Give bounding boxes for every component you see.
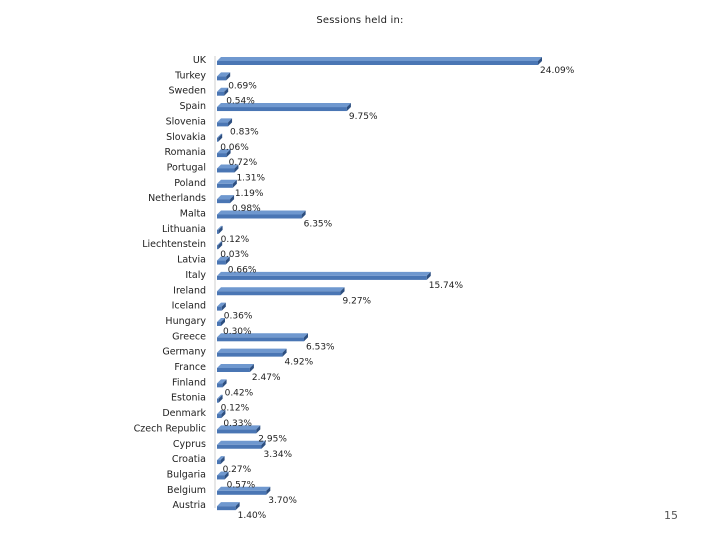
bar-uk	[217, 57, 542, 65]
value-label-uk: 24.09%	[540, 66, 575, 76]
value-label-portugal: 1.31%	[236, 173, 266, 184]
value-label-slovakia: 0.06%	[220, 142, 249, 153]
bar-front-face	[217, 92, 224, 96]
category-label-france: France	[174, 362, 206, 373]
category-label-spain: Spain	[179, 101, 206, 113]
category-label-estonia: Estonia	[171, 392, 206, 404]
bar-top-face	[217, 364, 254, 368]
bar-front-face	[217, 245, 218, 249]
bar-front-face	[217, 61, 538, 65]
bar-front-face	[217, 460, 221, 464]
category-label-portugal: Portugal	[166, 162, 206, 174]
bar-slovenia	[217, 118, 232, 126]
category-label-bulgaria: Bulgaria	[166, 469, 206, 481]
bar-iceland	[217, 303, 226, 311]
value-label-lithuania: 0.12%	[220, 234, 250, 245]
bar-front-face	[217, 122, 228, 126]
value-label-croatia: 0.27%	[222, 465, 252, 476]
category-label-croatia: Croatia	[171, 454, 206, 466]
value-label-latvia: 0.66%	[227, 265, 257, 276]
category-label-poland: Poland	[174, 177, 206, 189]
bar-estonia	[217, 395, 223, 403]
bar-front-face	[217, 506, 236, 510]
bar-front-face	[217, 76, 226, 80]
bar-front-face	[217, 491, 266, 495]
bar-front-face	[217, 230, 219, 234]
category-label-sweden: Sweden	[168, 85, 206, 97]
category-label-czech-republic: Czech Republic	[133, 423, 206, 435]
value-label-bulgaria: 0.57%	[226, 480, 256, 491]
bar-front-face	[217, 399, 219, 403]
value-label-iceland: 0.36%	[223, 311, 253, 322]
category-labels	[134, 55, 207, 511]
bar-finland	[217, 379, 227, 387]
bar-germany	[217, 349, 287, 357]
category-label-greece: Greece	[172, 331, 206, 343]
bar-front-face	[217, 291, 341, 295]
category-label-slovenia: Slovenia	[165, 116, 206, 128]
bar-front-face	[217, 383, 223, 387]
category-label-malta: Malta	[179, 208, 206, 220]
bar-front-face	[217, 475, 225, 479]
value-label-poland: 1.19%	[234, 188, 264, 199]
category-label-finland: Finland	[172, 377, 206, 389]
value-label-france: 2.47%	[251, 373, 281, 383]
category-label-cyprus: Cyprus	[172, 438, 206, 450]
value-label-ireland: 9.27%	[342, 296, 372, 307]
page-number: 15	[664, 509, 678, 522]
bar-croatia	[217, 456, 225, 464]
value-label-sweden: 0.54%	[226, 96, 255, 107]
bar-front-face	[217, 368, 250, 372]
category-label-germany: Germany	[162, 346, 206, 358]
bar-netherlands	[217, 195, 234, 203]
category-label-italy: Italy	[185, 269, 206, 281]
value-label-estonia: 0.12%	[220, 403, 250, 414]
bar-front-face	[217, 107, 347, 111]
category-label-uk: UK	[192, 55, 206, 66]
value-label-austria: 1.40%	[237, 511, 267, 522]
value-label-greece: 6.53%	[306, 342, 335, 353]
bar-ireland	[217, 287, 345, 295]
category-label-slovakia: Slovakia	[166, 131, 206, 143]
bar-front-face	[217, 445, 262, 449]
bar-top-face	[217, 349, 287, 353]
category-label-turkey: Turkey	[175, 70, 206, 82]
bar-france	[217, 364, 254, 372]
category-label-latvia: Latvia	[177, 254, 206, 266]
category-label-denmark: Denmark	[162, 408, 206, 420]
bar-front-face	[217, 429, 256, 433]
value-label-czech-republic: 2.95%	[258, 434, 287, 445]
value-label-finland: 0.42%	[224, 388, 254, 399]
value-label-italy: 15.74%	[428, 280, 464, 291]
category-label-hungary: Hungary	[165, 315, 206, 327]
category-label-romania: Romania	[164, 147, 206, 159]
value-label-denmark: 0.33%	[223, 419, 252, 430]
value-label-hungary: 0.30%	[222, 326, 252, 337]
bar-lithuania	[217, 226, 223, 234]
category-label-liechtenstein: Liechtenstein	[142, 239, 206, 251]
bar-front-face	[217, 353, 283, 357]
bar-austria	[217, 502, 240, 510]
bar-slovakia	[217, 134, 222, 142]
bar-front-face	[217, 322, 221, 326]
category-label-austria: Austria	[172, 500, 206, 512]
bar-front-face	[217, 337, 304, 341]
bar-front-face	[217, 276, 427, 280]
category-label-belgium: Belgium	[167, 484, 206, 496]
category-label-lithuania: Lithuania	[161, 223, 206, 235]
bar-turkey	[217, 72, 230, 80]
value-label-germany: 4.92%	[284, 357, 314, 368]
value-label-belgium: 3.70%	[268, 495, 297, 506]
bar-sweden	[217, 88, 228, 96]
bar-top-face	[217, 211, 306, 215]
category-label-iceland: Iceland	[171, 300, 206, 312]
bar-top-face	[217, 57, 542, 61]
chart-title: Sessions held in:	[316, 15, 404, 26]
value-label-liechtenstein: 0.03%	[220, 250, 249, 261]
bar-front-face	[217, 184, 233, 188]
bar-front-face	[217, 138, 218, 142]
value-label-netherlands: 0.98%	[232, 204, 261, 215]
value-label-slovenia: 0.83%	[230, 127, 259, 138]
bar-top-face	[217, 287, 345, 291]
bar-front-face	[217, 199, 230, 203]
bar-front-face	[217, 153, 227, 157]
value-label-cyprus: 3.34%	[263, 449, 293, 460]
category-label-ireland: Ireland	[173, 285, 206, 297]
category-label-netherlands: Netherlands	[148, 193, 206, 205]
value-label-romania: 0.72%	[228, 158, 258, 169]
bar-malta	[217, 211, 306, 219]
bar-front-face	[217, 261, 226, 265]
bar-front-face	[217, 307, 222, 311]
bar-front-face	[217, 168, 234, 172]
value-label-spain: 9.75%	[348, 112, 378, 123]
bar-front-face	[217, 414, 221, 418]
bar-poland	[217, 180, 237, 188]
value-label-malta: 6.35%	[303, 219, 333, 230]
bar-front-face	[217, 215, 302, 219]
value-label-turkey: 0.69%	[228, 81, 257, 92]
